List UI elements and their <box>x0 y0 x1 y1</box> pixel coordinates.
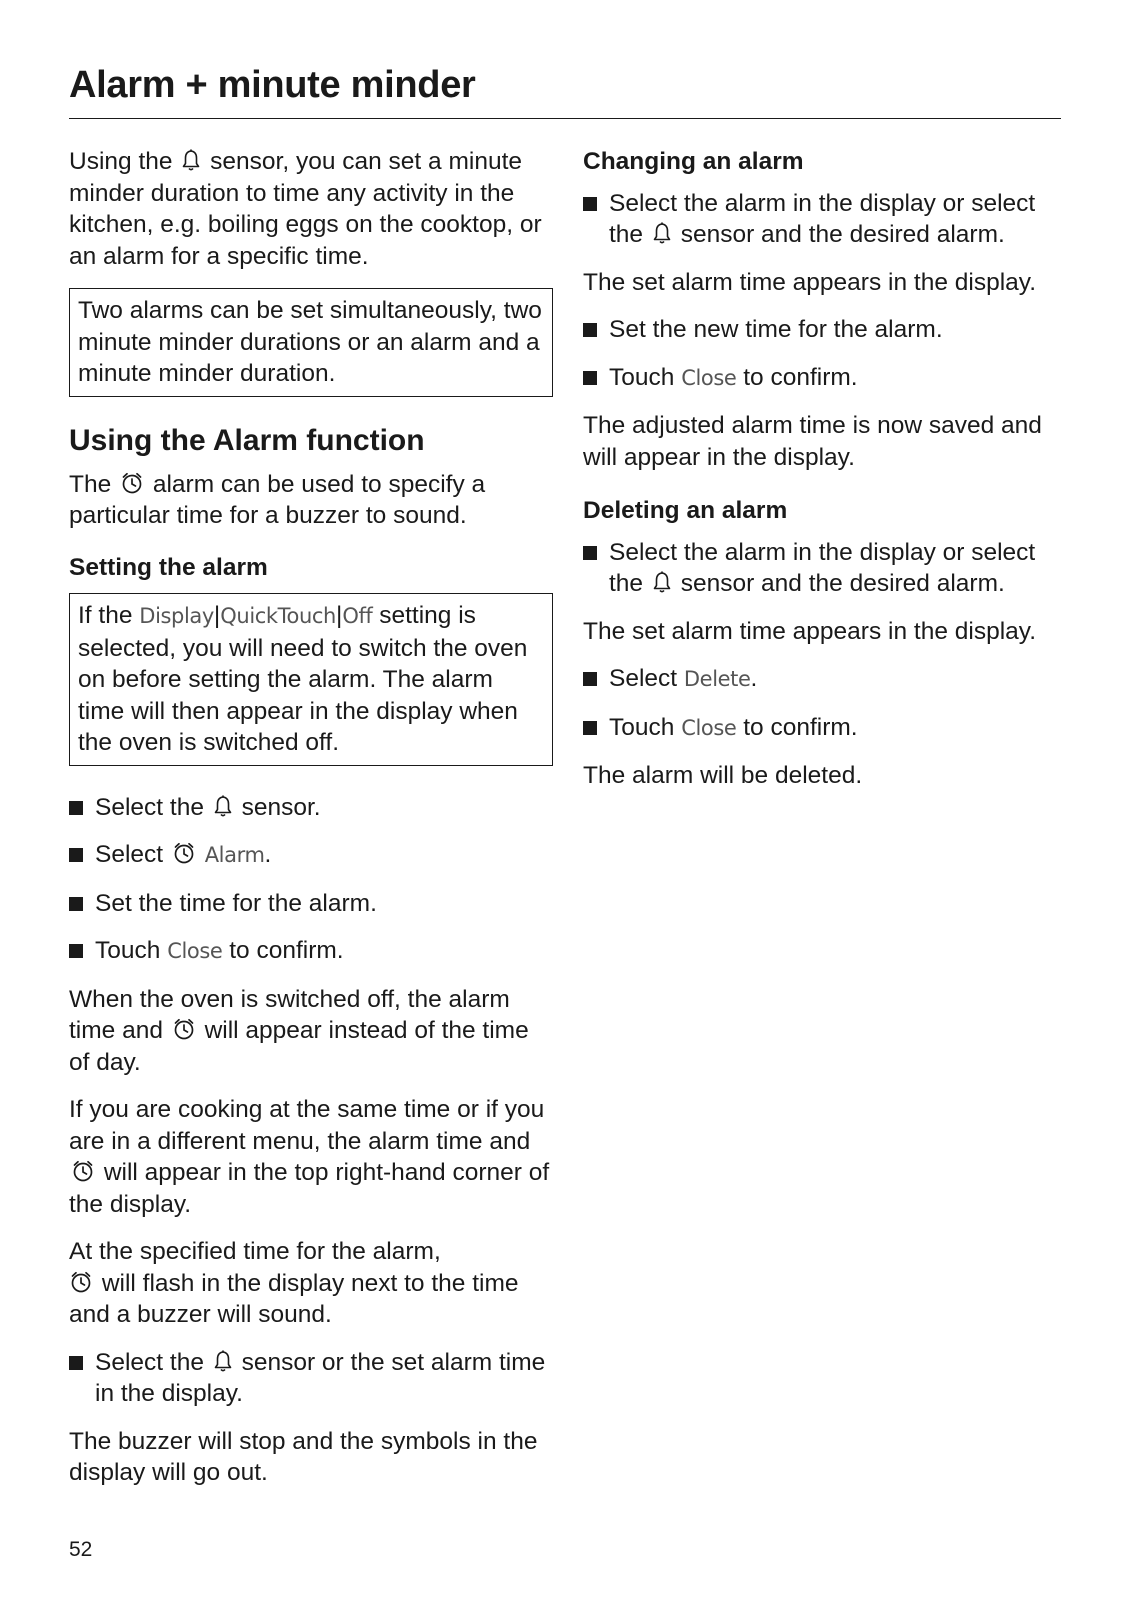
title-divider <box>69 118 1061 119</box>
step-text: sensor and the desired alarm. <box>680 221 1005 248</box>
bullet-square <box>583 197 597 211</box>
subheading-deleting-alarm: Deleting an alarm <box>583 497 788 524</box>
bell-icon <box>652 221 672 245</box>
step-text: Select <box>609 665 678 692</box>
alarm-clock-icon <box>172 841 196 865</box>
paragraph-cooking <box>69 1094 553 1220</box>
step-text: to confirm. <box>229 937 344 964</box>
step-text: Select the alarm in the display or select the <box>609 189 1036 248</box>
note2-text-a: If the <box>78 602 133 629</box>
step-text: to confirm. <box>743 363 858 391</box>
step-delete-touch-close <box>583 712 1061 745</box>
alarm-desc-text-a: The <box>69 470 112 498</box>
left-column <box>69 146 553 1505</box>
step-text: to confirm. <box>743 713 858 741</box>
page-title: Alarm + minute minder <box>69 64 476 106</box>
display-text-close: Close <box>681 715 737 740</box>
display-text-delete: Delete <box>683 667 751 691</box>
alarm-description <box>69 469 553 532</box>
step-set-new-time <box>583 314 1061 346</box>
step-text: sensor. <box>241 793 321 821</box>
paragraph-specified-time <box>69 1236 553 1331</box>
step-text: Select the alarm in the display or select the <box>609 538 1036 597</box>
paragraph-buzzer-stop: The buzzer will stop and the symbols in the display will go out. <box>69 1427 538 1486</box>
intro-paragraph <box>69 146 553 272</box>
step-text: Touch <box>95 937 161 964</box>
paragraph-alarm-deleted: The alarm will be deleted. <box>583 762 863 789</box>
step-text: Select the <box>95 1348 204 1376</box>
display-text-display: Display <box>139 604 214 628</box>
paragraph-text: If you are cooking at the same time or if you are in a different menu, the alarm time and <box>69 1096 545 1155</box>
bullet-square <box>583 672 597 686</box>
step-text: . <box>750 665 758 692</box>
section-heading-alarm-function: Using the Alarm function <box>69 423 425 457</box>
paragraph-alarm-appears: The set alarm time appears in the display. <box>583 617 1037 645</box>
right-column <box>583 146 1061 808</box>
display-text-close: Close <box>681 365 737 390</box>
paragraph-text: will appear instead of the time of day. <box>69 1017 529 1076</box>
bullet-square <box>69 897 83 911</box>
display-text-alarm: Alarm <box>204 843 265 867</box>
display-text-quicktouch: QuickTouch <box>220 604 336 628</box>
step-set-time <box>69 888 553 920</box>
alarm-clock-icon <box>71 1159 95 1183</box>
intro-text-a: Using the <box>69 148 173 175</box>
separator: | <box>335 602 343 629</box>
bullet-square <box>69 848 83 862</box>
step-text: Set the new time for the alarm. <box>609 316 943 343</box>
subheading-changing-alarm: Changing an alarm <box>583 148 804 175</box>
step-select-delete <box>583 663 1061 696</box>
subheading-setting-alarm: Setting the alarm <box>69 553 268 581</box>
paragraph-text: will flash in the display next to the time and a buzzer will sound. <box>69 1269 519 1328</box>
bell-icon <box>213 1349 233 1373</box>
step-delete-select-alarm <box>583 537 1061 600</box>
step-text: Touch <box>609 363 675 391</box>
step-touch-close <box>69 935 553 968</box>
bell-icon <box>652 570 672 594</box>
paragraph-oven-off <box>69 984 553 1079</box>
bullet-square <box>69 801 83 815</box>
step-text: sensor and the desired alarm. <box>680 570 1005 597</box>
alarm-clock-icon <box>120 471 144 495</box>
paragraph-adjusted-saved: The adjusted alarm time is now saved and will appear in the display. <box>583 412 1042 471</box>
display-text-close: Close <box>167 939 223 963</box>
paragraph-alarm-appears: The set alarm time appears in the display. <box>583 268 1037 296</box>
alarm-clock-icon <box>172 1017 196 1041</box>
paragraph-text: At the specified time for the alarm, <box>69 1238 441 1265</box>
bullet-square <box>583 323 597 337</box>
bullet-square <box>583 371 597 385</box>
note2-text-b: setting is selected, you will need to switch the oven on before setting the alarm. The alarm time will then appear in the display when the oven is switched off. <box>78 602 528 756</box>
step-text: Select the <box>95 793 204 821</box>
step-text: Touch <box>609 713 675 741</box>
note-box-display-setting <box>69 593 553 766</box>
bullet-square <box>583 721 597 735</box>
step-text: sensor or the set alarm time in the display. <box>95 1348 546 1407</box>
paragraph-text: When the oven is switched off, the alarm time and <box>69 985 510 1044</box>
step-change-touch-close <box>583 362 1061 395</box>
step-text: Set the time for the alarm. <box>95 889 377 917</box>
note-text: Two alarms can be set simultaneously, two minute minder durations or an alarm and a minute minder duration. <box>78 297 542 387</box>
step-stop-buzzer <box>69 1347 553 1410</box>
separator: | <box>213 602 221 629</box>
alarm-desc-text-b: alarm can be used to specify a particular time for a buzzer to sound. <box>69 470 486 529</box>
bullet-square <box>69 1356 83 1370</box>
display-text-off: Off <box>342 604 373 628</box>
step-text: . <box>264 841 272 868</box>
step-select-sensor <box>69 792 553 824</box>
step-text: Select <box>95 841 164 868</box>
bell-icon <box>181 148 201 172</box>
step-change-select-alarm <box>583 188 1061 251</box>
step-select-alarm <box>69 839 553 872</box>
intro-text-b: sensor, you can set a minute minder duration to time any activity in the kitchen, e.g. boiling eggs on the cooktop, or an alarm for a specific time. <box>69 148 542 270</box>
alarm-clock-icon <box>69 1270 93 1294</box>
bullet-square <box>583 546 597 560</box>
note-box-simultaneous <box>69 288 553 397</box>
page-number: 52 <box>69 1538 93 1561</box>
paragraph-text: will appear in the top right-hand corner of the display. <box>69 1159 550 1218</box>
bullet-square <box>69 944 83 958</box>
bell-icon <box>213 794 233 818</box>
